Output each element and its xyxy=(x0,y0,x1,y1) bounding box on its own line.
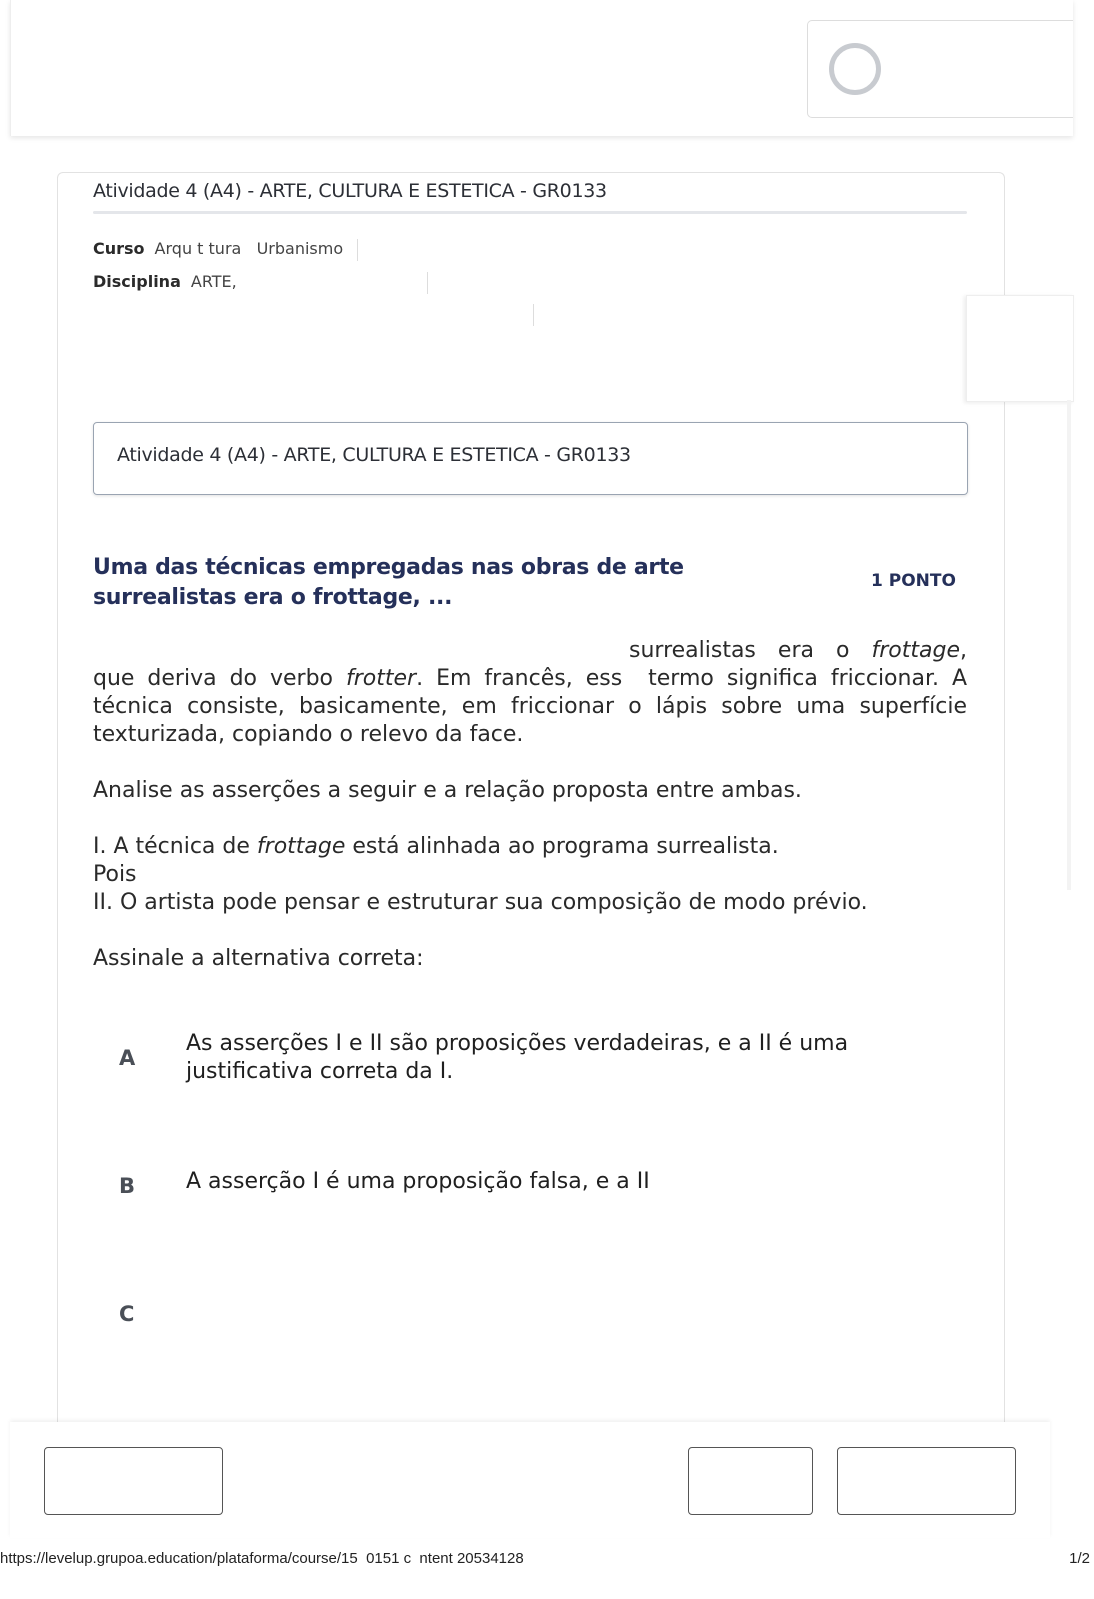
discipline-label: Disciplina xyxy=(93,272,181,291)
progress-ring-icon xyxy=(829,43,881,95)
previous-button[interactable] xyxy=(44,1447,223,1515)
meta-divider xyxy=(533,304,534,326)
discipline-value: ARTE, xyxy=(190,272,237,291)
page-number: 1/2 xyxy=(1069,1550,1090,1567)
question-body xyxy=(93,637,974,973)
course-row xyxy=(93,239,343,258)
option-a[interactable] xyxy=(93,1030,967,1100)
connector-text: Pois xyxy=(93,862,137,887)
title-divider xyxy=(93,211,967,214)
assertion-1: I. A técnica de frottage está alinhada ao programa surrealista. xyxy=(93,834,779,859)
course-value: Arqu t tura Urbanismo xyxy=(154,239,344,258)
question-points: 1 PONTO xyxy=(871,571,956,591)
option-letter: C xyxy=(119,1302,135,1326)
analyse-text: Analise as asserções a seguir e a relação proposta entre ambas. xyxy=(93,778,802,803)
option-letter: B xyxy=(119,1174,136,1198)
activity-header-title: Atividade 4 (A4) - ARTE, CULTURA E ESTETICA - GR0133 xyxy=(117,444,631,466)
course-label: Curso xyxy=(93,239,145,258)
activity-header-box xyxy=(93,422,968,495)
meta-divider xyxy=(427,272,428,294)
discipline-row xyxy=(93,272,237,291)
option-text: A asserção I é uma proposição falsa, e a II xyxy=(186,1169,650,1194)
meta-divider xyxy=(357,239,358,261)
option-letter: A xyxy=(119,1046,136,1070)
option-text: As asserções I e II são proposições verdadeiras, e a II é uma justificativa correta da I. xyxy=(186,1031,849,1084)
side-panel-edge xyxy=(1067,400,1071,890)
page-title: Atividade 4 (A4) - ARTE, CULTURA E ESTETICA - GR0133 xyxy=(93,180,607,202)
progress-widget[interactable] xyxy=(807,20,1073,118)
next-button[interactable] xyxy=(837,1447,1016,1515)
question-intro: surrealistas era o frottage, que deriva do verbo frotter. Em francês, ess termo significa friccionar. A técnica consiste, basicamente, em friccionar o lápis sobre uma superfície texturizada, copiando o relevo da face. xyxy=(93,638,974,747)
question-title: Uma das técnicas empregadas nas obras de arte surrealistas era o frottage, ... xyxy=(93,555,684,610)
option-b[interactable] xyxy=(93,1168,967,1208)
assertion-2: II. O artista pode pensar e estruturar sua composição de modo prévio. xyxy=(93,890,868,915)
option-c[interactable] xyxy=(93,1300,967,1340)
save-button[interactable] xyxy=(688,1447,813,1515)
side-panel-tab[interactable] xyxy=(966,295,1074,402)
instruction-text: Assinale a alternativa correta: xyxy=(93,946,424,971)
page-url: https://levelup.grupoa.education/plataforma/course/15 0151 c ntent 20534128 xyxy=(0,1550,524,1567)
